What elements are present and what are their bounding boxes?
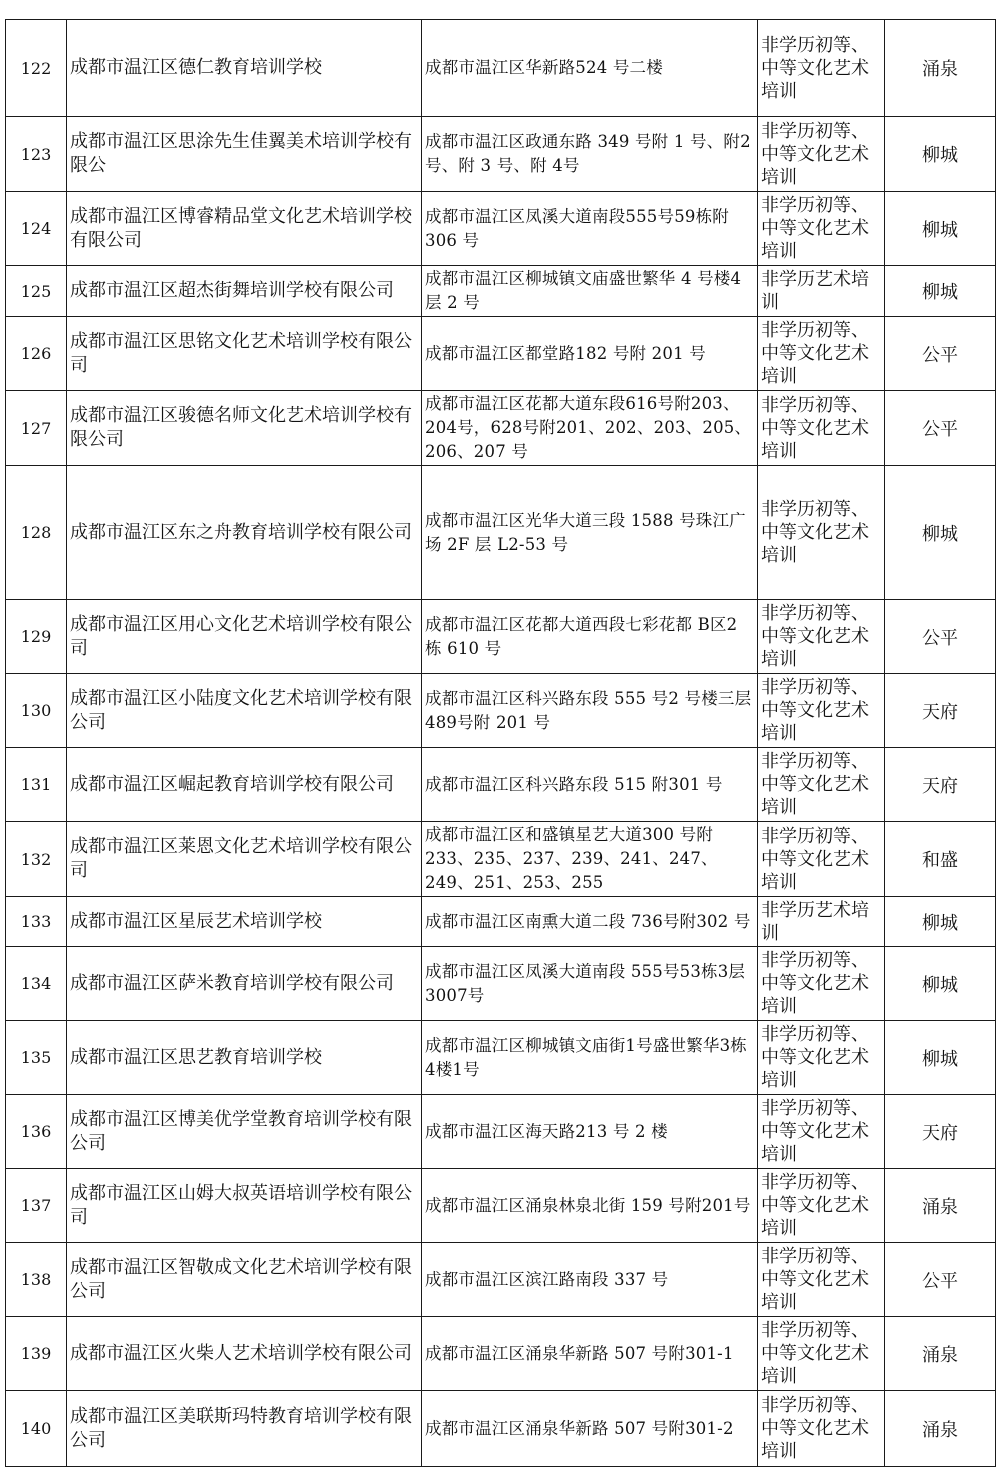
school-address: 成都市温江区花都大道西段七彩花都 B区2 栋 610 号 [422,600,758,674]
school-address: 成都市温江区南熏大道二段 736号附302 号 [422,897,758,947]
row-number: 140 [6,1391,67,1467]
school-name: 成都市温江区星辰艺术培训学校 [67,897,422,947]
school-address: 成都市温江区涌泉林泉北街 159 号附201号 [422,1169,758,1243]
area: 柳城 [885,1021,996,1095]
training-type: 非学历初等、中等文化艺术培训 [758,20,885,117]
table-row [6,20,996,117]
school-name: 成都市温江区超杰街舞培训学校有限公司 [67,266,422,317]
table-row [6,822,996,897]
training-type: 非学历艺术培训 [758,897,885,947]
school-name: 成都市温江区博睿精品堂文化艺术培训学校有限公司 [67,192,422,266]
row-number: 130 [6,674,67,748]
area: 天府 [885,1095,996,1169]
training-type: 非学历艺术培训 [758,266,885,317]
school-name: 成都市温江区博美优学堂教育培训学校有限公司 [67,1095,422,1169]
row-number: 139 [6,1317,67,1391]
table-row [6,266,996,317]
area: 涌泉 [885,1169,996,1243]
area: 公平 [885,317,996,391]
training-type: 非学历初等、中等文化艺术培训 [758,1317,885,1391]
training-type: 非学历初等、中等文化艺术培训 [758,391,885,466]
school-address: 成都市温江区都堂路182 号附 201 号 [422,317,758,391]
training-type: 非学历初等、中等文化艺术培训 [758,1021,885,1095]
area: 柳城 [885,466,996,600]
training-type: 非学历初等、中等文化艺术培训 [758,1391,885,1467]
area: 涌泉 [885,1391,996,1467]
table-row [6,1317,996,1391]
table-row [6,748,996,822]
row-number: 133 [6,897,67,947]
table-row [6,1243,996,1317]
area: 公平 [885,391,996,466]
school-address: 成都市温江区花都大道东段616号附203、204号，628号附201、202、203、205、206、207 号 [422,391,758,466]
table-row [6,897,996,947]
row-number: 125 [6,266,67,317]
training-type: 非学历初等、中等文化艺术培训 [758,1243,885,1317]
table-row [6,674,996,748]
school-name: 成都市温江区思艺教育培训学校 [67,1021,422,1095]
area: 涌泉 [885,1317,996,1391]
table-row [6,600,996,674]
table-row [6,466,996,600]
area: 柳城 [885,266,996,317]
area: 天府 [885,674,996,748]
school-registry-sheet [5,19,996,1467]
area: 天府 [885,748,996,822]
row-number: 123 [6,117,67,192]
school-address: 成都市温江区和盛镇星艺大道300 号附 233、235、237、239、241、247、249、251、253、255 [422,822,758,897]
table-row [6,1021,996,1095]
table-row [6,1391,996,1467]
school-name: 成都市温江区莱恩文化艺术培训学校有限公司 [67,822,422,897]
school-name: 成都市温江区火柴人艺术培训学校有限公司 [67,1317,422,1391]
school-address: 成都市温江区光华大道三段 1588 号珠江广场 2F 层 L2-53 号 [422,466,758,600]
training-type: 非学历初等、中等文化艺术培训 [758,822,885,897]
area: 柳城 [885,897,996,947]
table-row [6,1169,996,1243]
training-type: 非学历初等、中等文化艺术培训 [758,748,885,822]
training-type: 非学历初等、中等文化艺术培训 [758,1095,885,1169]
table-row [6,192,996,266]
school-name: 成都市温江区萨米教育培训学校有限公司 [67,947,422,1021]
table-row [6,391,996,466]
training-type: 非学历初等、中等文化艺术培训 [758,117,885,192]
row-number: 122 [6,20,67,117]
school-address: 成都市温江区滨江路南段 337 号 [422,1243,758,1317]
table-row [6,1095,996,1169]
area: 公平 [885,1243,996,1317]
area: 涌泉 [885,20,996,117]
row-number: 127 [6,391,67,466]
area: 公平 [885,600,996,674]
row-number: 136 [6,1095,67,1169]
school-address: 成都市温江区柳城镇文庙街1号盛世繁华3栋4楼1号 [422,1021,758,1095]
table-row [6,947,996,1021]
school-address: 成都市温江区凤溪大道南段 555号53栋3层3007号 [422,947,758,1021]
area: 柳城 [885,947,996,1021]
school-name: 成都市温江区美联斯玛特教育培训学校有限公司 [67,1391,422,1467]
row-number: 131 [6,748,67,822]
school-address: 成都市温江区科兴路东段 515 附301 号 [422,748,758,822]
school-address: 成都市温江区政通东路 349 号附 1 号、附2 号、附 3 号、附 4号 [422,117,758,192]
table-row [6,317,996,391]
row-number: 124 [6,192,67,266]
area: 柳城 [885,192,996,266]
row-number: 128 [6,466,67,600]
school-name: 成都市温江区山姆大叔英语培训学校有限公司 [67,1169,422,1243]
row-number: 137 [6,1169,67,1243]
school-name: 成都市温江区思涂先生佳翼美术培训学校有限公 [67,117,422,192]
row-number: 132 [6,822,67,897]
row-number: 135 [6,1021,67,1095]
school-name: 成都市温江区骏德名师文化艺术培训学校有限公司 [67,391,422,466]
school-address: 成都市温江区凤溪大道南段555号59栋附306 号 [422,192,758,266]
school-name: 成都市温江区智敬成文化艺术培训学校有限公司 [67,1243,422,1317]
school-name: 成都市温江区崛起教育培训学校有限公司 [67,748,422,822]
training-type: 非学历初等、中等文化艺术培训 [758,466,885,600]
school-address: 成都市温江区柳城镇文庙盛世繁华 4 号楼4 层 2 号 [422,266,758,317]
training-type: 非学历初等、中等文化艺术培训 [758,192,885,266]
school-address: 成都市温江区涌泉华新路 507 号附301-2 [422,1391,758,1467]
training-type: 非学历初等、中等文化艺术培训 [758,1169,885,1243]
school-name: 成都市温江区用心文化艺术培训学校有限公司 [67,600,422,674]
school-address: 成都市温江区海天路213 号 2 楼 [422,1095,758,1169]
school-address: 成都市温江区科兴路东段 555 号2 号楼三层 489号附 201 号 [422,674,758,748]
row-number: 134 [6,947,67,1021]
school-name: 成都市温江区东之舟教育培训学校有限公司 [67,466,422,600]
school-name: 成都市温江区德仁教育培训学校 [67,20,422,117]
table-row [6,117,996,192]
row-number: 126 [6,317,67,391]
training-type: 非学历初等、中等文化艺术培训 [758,674,885,748]
training-type: 非学历初等、中等文化艺术培训 [758,947,885,1021]
training-type: 非学历初等、中等文化艺术培训 [758,600,885,674]
school-name: 成都市温江区思铭文化艺术培训学校有限公司 [67,317,422,391]
school-registry-table [5,19,996,1467]
school-address: 成都市温江区涌泉华新路 507 号附301-1 [422,1317,758,1391]
training-type: 非学历初等、中等文化艺术培训 [758,317,885,391]
row-number: 138 [6,1243,67,1317]
row-number: 129 [6,600,67,674]
area: 柳城 [885,117,996,192]
school-address: 成都市温江区华新路524 号二楼 [422,20,758,117]
area: 和盛 [885,822,996,897]
school-name: 成都市温江区小陆度文化艺术培训学校有限公司 [67,674,422,748]
